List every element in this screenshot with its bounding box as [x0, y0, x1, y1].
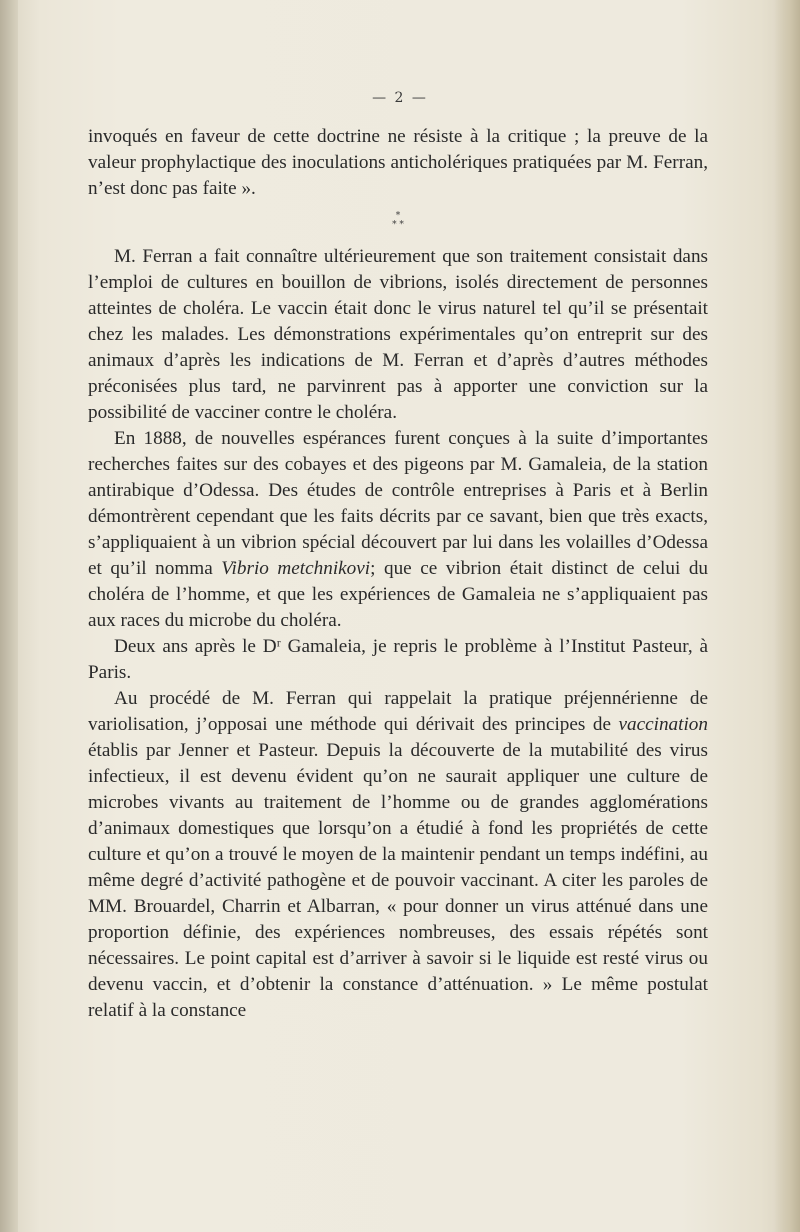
paragraph-gamaleia [88, 426, 708, 634]
page-edge-shadow [774, 0, 800, 1232]
term-vaccination: vaccination [618, 714, 708, 735]
binding-shadow [0, 0, 18, 1232]
paragraph-vaccination [88, 686, 708, 1024]
paragraph-gamaleia-text-b: ; que ce vibrion était distinct de celui du choléra de l’homme, et que les expériences de Gamaleia ne s’appliquaient pas aux races du microbe du choléra. [88, 558, 709, 631]
page-text [88, 124, 708, 1024]
paragraph-gamaleia-text-a: En 1888, de nouvelles espérances furent conçues à la suite d’importantes recherches faites sur des cobayes et des pigeons par M. Gamaleia, de la station antirabique d’Odessa. Des études de contrôle entreprises à Paris et à Berlin démontrèrent cependant que les faits décrits par ce savant, bien que très exacts, s’appliquaient à un vibrion spécial découvert par lui dans les volailles d’Odessa et qu’il nomma [88, 428, 708, 579]
separator-asterisk-top: * [395, 211, 401, 221]
paragraph-vaccination-text-a: Au procédé de M. Ferran qui rappelait la pratique préjennérienne de variolisation, j’opposai une méthode qui dérivait des principes de [88, 688, 708, 735]
paragraph-vaccination-text-b: établis par Jenner et Pasteur. Depuis la découverte de la mutabilité des virus infectieux, il est devenu évident qu’on ne saurait appliquer une culture de microbes vivants au traitement de l’homme ou de grandes agglomérations d’animaux domestiques que lorsqu’on a étudié à fond les propriétés de cette culture et qu’on a trouvé le moyen de la maintenir pendant un temps indéfini, au même degré d’activité pathogène et de pouvoir vaccinant. A citer les paroles de MM. Brouardel, Charrin et Albarran, « pour donner un virus atténué dans une proportion définie, des expériences nombreuses, des essais répétés sont nécessaires. Le point capital est d’arriver à savoir si le liquide est resté virus ou devenu vaccin, et d’obtenir la constance d’atténuation. » Le même postulat relatif à la constance [88, 740, 708, 1021]
separator-asterisk-bottom: * * [392, 220, 404, 230]
species-name: Vibrio metchnikovi [221, 558, 371, 579]
page-number: — 2 — [372, 90, 428, 106]
section-separator [88, 212, 708, 230]
paragraph-continuation: invoqués en faveur de cette doctrine ne résiste à la critique ; la preuve de la valeur prophylactique des inoculations anticholériques pratiquées par M. Ferran, n’est donc pas faite ». [88, 126, 708, 199]
paragraph-institut-pasteur: Deux ans après le Dʳ Gamaleia, je repris le problème à l’Institut Pasteur, à Paris. [88, 636, 708, 683]
paragraph-ferran: M. Ferran a fait connaître ultérieurement que son traitement consistait dans l’emploi de cultures en bouillon de vibrions, isolés directement de personnes atteintes de choléra. Le vaccin était donc le virus naturel tel qu’il se présentait chez les malades. Les démonstrations expérimentales qu’on entreprit sur des animaux d’après les indications de M. Ferran et d’après d’autres méthodes préconisées plus tard, ne parvinrent pas à apporter une conviction sur la possibilité de vacciner contre le choléra. [88, 246, 708, 423]
